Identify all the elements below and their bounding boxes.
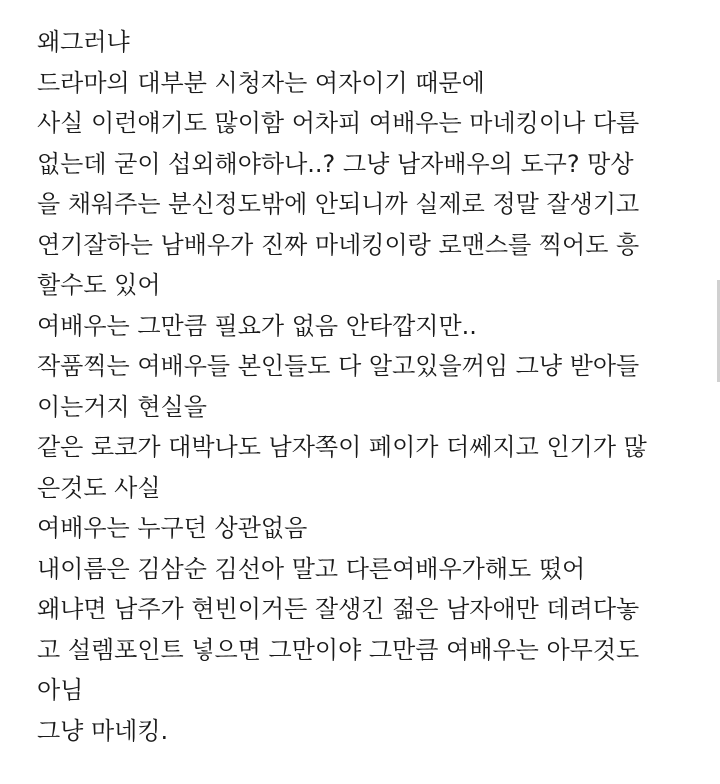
post-line: 작품찍는 여배우들 본인들도 다 알고있을꺼임 그냥 받아들 (37, 352, 640, 380)
post-line: 여배우는 그만큼 필요가 없음 안타깝지만.. (37, 311, 477, 340)
post-line: 연기잘하는 남배우가 진짜 마네킹이랑 로맨스를 찍어도 흥 (37, 230, 640, 259)
post-line: 은것도 사실 (37, 473, 161, 502)
post-line: 없는데 굳이 섭외해야하나..? 그냥 남자배우의 도구? 망상 (37, 149, 634, 178)
post-line: 을 채워주는 분신정도밖에 안되니까 실제로 정말 잘생기고 (37, 190, 640, 218)
post-line: 내이름은 김삼순 김선아 말고 다른여배우가해도 떴어 (37, 554, 586, 583)
post-line: 할수도 있어 (37, 271, 161, 299)
post-line: 왜냐면 남주가 현빈이거든 잘생긴 젊은 남자애만 데려다놓 (37, 595, 640, 623)
post-line: 사실 이런얘기도 많이함 어차피 여배우는 마네킹이나 다름 (37, 109, 640, 137)
post-line: 아님 (37, 676, 84, 704)
post-line: 고 설렘포인트 넣으면 그만이야 그만큼 여배우는 아무것도 (37, 635, 640, 664)
post-line: 여배우는 누구던 상관없음 (37, 514, 308, 542)
post-line: 같은 로코가 대박나도 남자쪽이 페이가 더쎄지고 인기가 많 (37, 433, 647, 461)
post-body (37, 22, 697, 751)
post-line: 그냥 마네킹. (37, 716, 169, 745)
post-line: 드라마의 대부분 시청자는 여자이기 때문에 (37, 68, 485, 97)
post-line: 왜그러냐 (37, 28, 130, 56)
post-line: 이는거지 현실을 (37, 392, 207, 421)
